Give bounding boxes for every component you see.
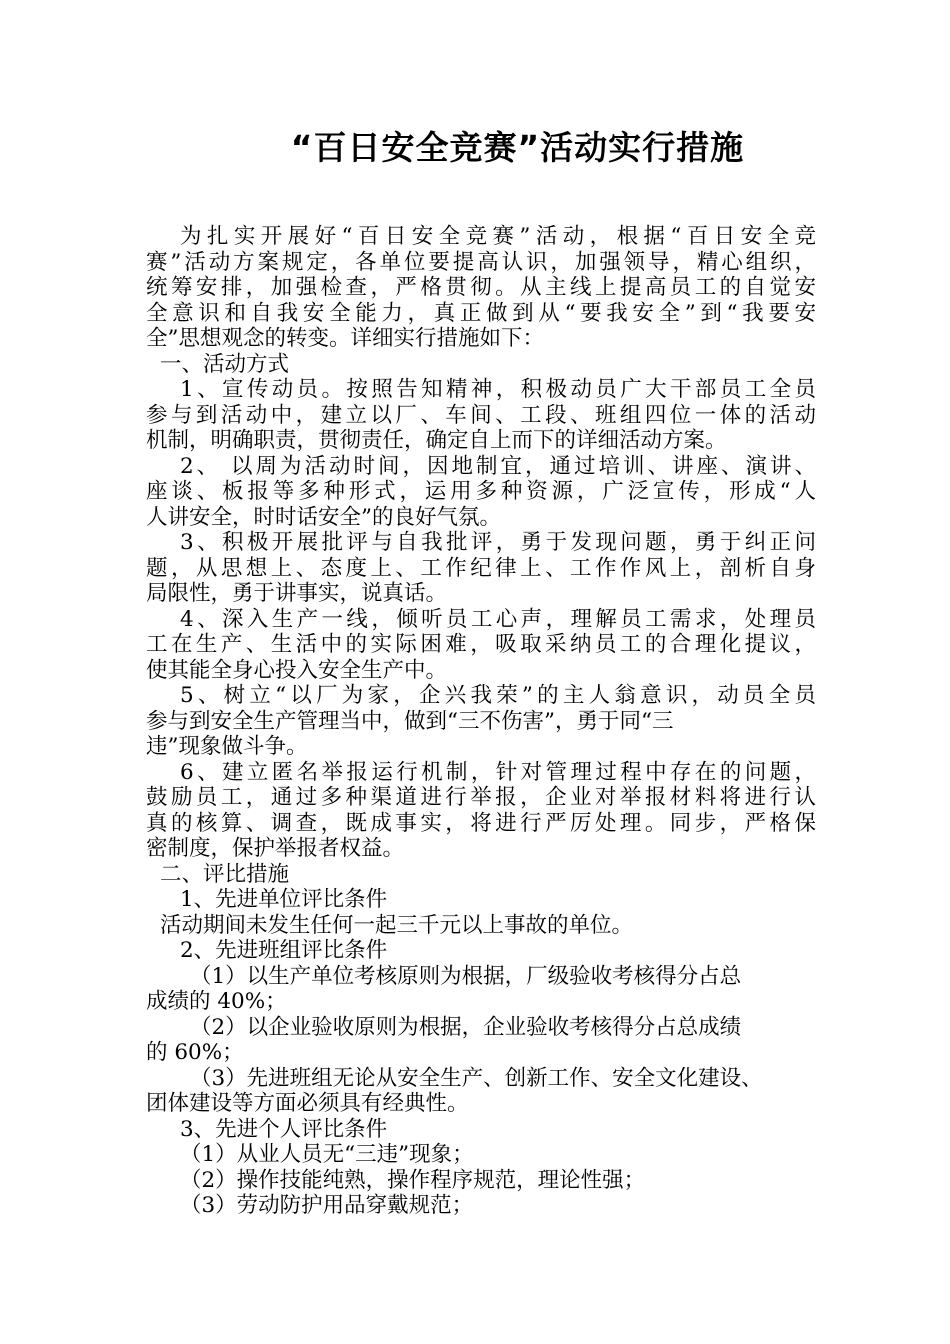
text-line: 题，从思想上、态度上、工作纪律上、工作作风上，剖析自身 <box>146 555 816 581</box>
text-line: 统筹安排，加强检查，严格贯彻。从主线上提高员工的自觉安 <box>146 275 816 300</box>
text-line: 局限性，勇于讲事实，说真话。 <box>146 581 448 606</box>
text-line: 使其能全身心投入安全生产中。 <box>146 657 448 683</box>
text-line: 1、宣传动员。按照告知精神，积极动员广大干部员工全员 <box>180 377 816 402</box>
text-line: （3）先进班组无论从安全生产、创新工作、安全文化建设、 <box>190 1065 763 1091</box>
text-line: 一、活动方式 <box>160 351 290 377</box>
text-line: 的 60%； <box>146 1040 244 1065</box>
text-line: 密制度，保护举报者权益。 <box>146 836 405 861</box>
text-line: （1）从业人员无“三违”现象； <box>180 1142 474 1167</box>
text-line: 工在生产、生活中的实际困难，吸取采纳员工的合理化提议， <box>146 632 816 657</box>
text-line: 成绩的 40%； <box>146 989 287 1014</box>
text-line: 5、树立“以厂为家，企兴我荣”的主人翁意识，动员全员 <box>180 683 816 708</box>
text-line: 座谈、板报等多种形式，运用多种资源，广泛宣传，形成“人 <box>146 479 816 504</box>
text-line: 全意识和自我安全能力，真正做到从“要我安全”到“我要安 <box>146 300 816 326</box>
text-line: 3、积极开展批评与自我批评，勇于发现问题，勇于纠正问 <box>180 530 816 555</box>
text-line: （3）劳动防护用品穿戴规范； <box>180 1193 474 1218</box>
text-line: 违”现象做斗争。 <box>146 734 308 759</box>
text-line: 鼓励员工，通过多种渠道进行举报，企业对举报材料将进行认 <box>146 785 816 810</box>
text-line: 真的核算、调查，既成事实，将进行严厉处理。同步，严格保 <box>146 810 816 836</box>
text-line: 6、建立匿名举报运行机制，针对管理过程中存在的问题， <box>180 759 816 785</box>
text-line: 赛”活动方案规定，各单位要提高认识，加强领导，精心组织， <box>146 249 816 275</box>
text-line: （2）操作技能纯熟，操作程序规范，理论性强； <box>180 1167 646 1193</box>
document-body <box>146 224 816 1219</box>
text-line: 参与到安全生产管理当中，做到“三不伤害”，勇于同“三 <box>146 708 674 734</box>
document-title: “百日安全竞赛”活动实行措施 <box>290 128 745 167</box>
text-line: 二、评比措施 <box>160 861 290 887</box>
text-line: 为扎实开展好“百日安全竞赛”活动，根据“百日安全竞 <box>180 224 816 249</box>
text-line: 全”思想观念的转变。详细实行措施如下： <box>146 326 544 351</box>
text-line: 2、 以周为活动时间，因地制宜，通过培训、讲座、演讲、 <box>180 453 816 479</box>
text-line: 3、先进个人评比条件 <box>180 1116 388 1142</box>
text-line: 4、深入生产一线，倾听员工心声，理解员工需求，处理员 <box>180 606 816 632</box>
text-line: 活动期间未发生任何一起三千元以上事故的单位。 <box>160 912 634 938</box>
text-line: （1）以生产单位考核原则为根据，厂级验收考核得分占总 <box>190 963 742 989</box>
text-line: 团体建设等方面必须具有经典性。 <box>146 1091 469 1116</box>
text-line: 参与到活动中，建立以厂、车间、工段、班组四位一体的活动 <box>146 402 816 428</box>
text-line: （2）以企业验收原则为根据，企业验收考核得分占总成绩 <box>190 1014 742 1040</box>
text-line: 机制，明确职责，贯彻责任，确定自上而下的详细活动方案。 <box>146 428 727 453</box>
text-line: 人讲安全，时时话安全”的良好气氛。 <box>146 504 501 530</box>
text-line: 2、先进班组评比条件 <box>180 938 388 963</box>
text-line: 1、先进单位评比条件 <box>180 887 388 912</box>
